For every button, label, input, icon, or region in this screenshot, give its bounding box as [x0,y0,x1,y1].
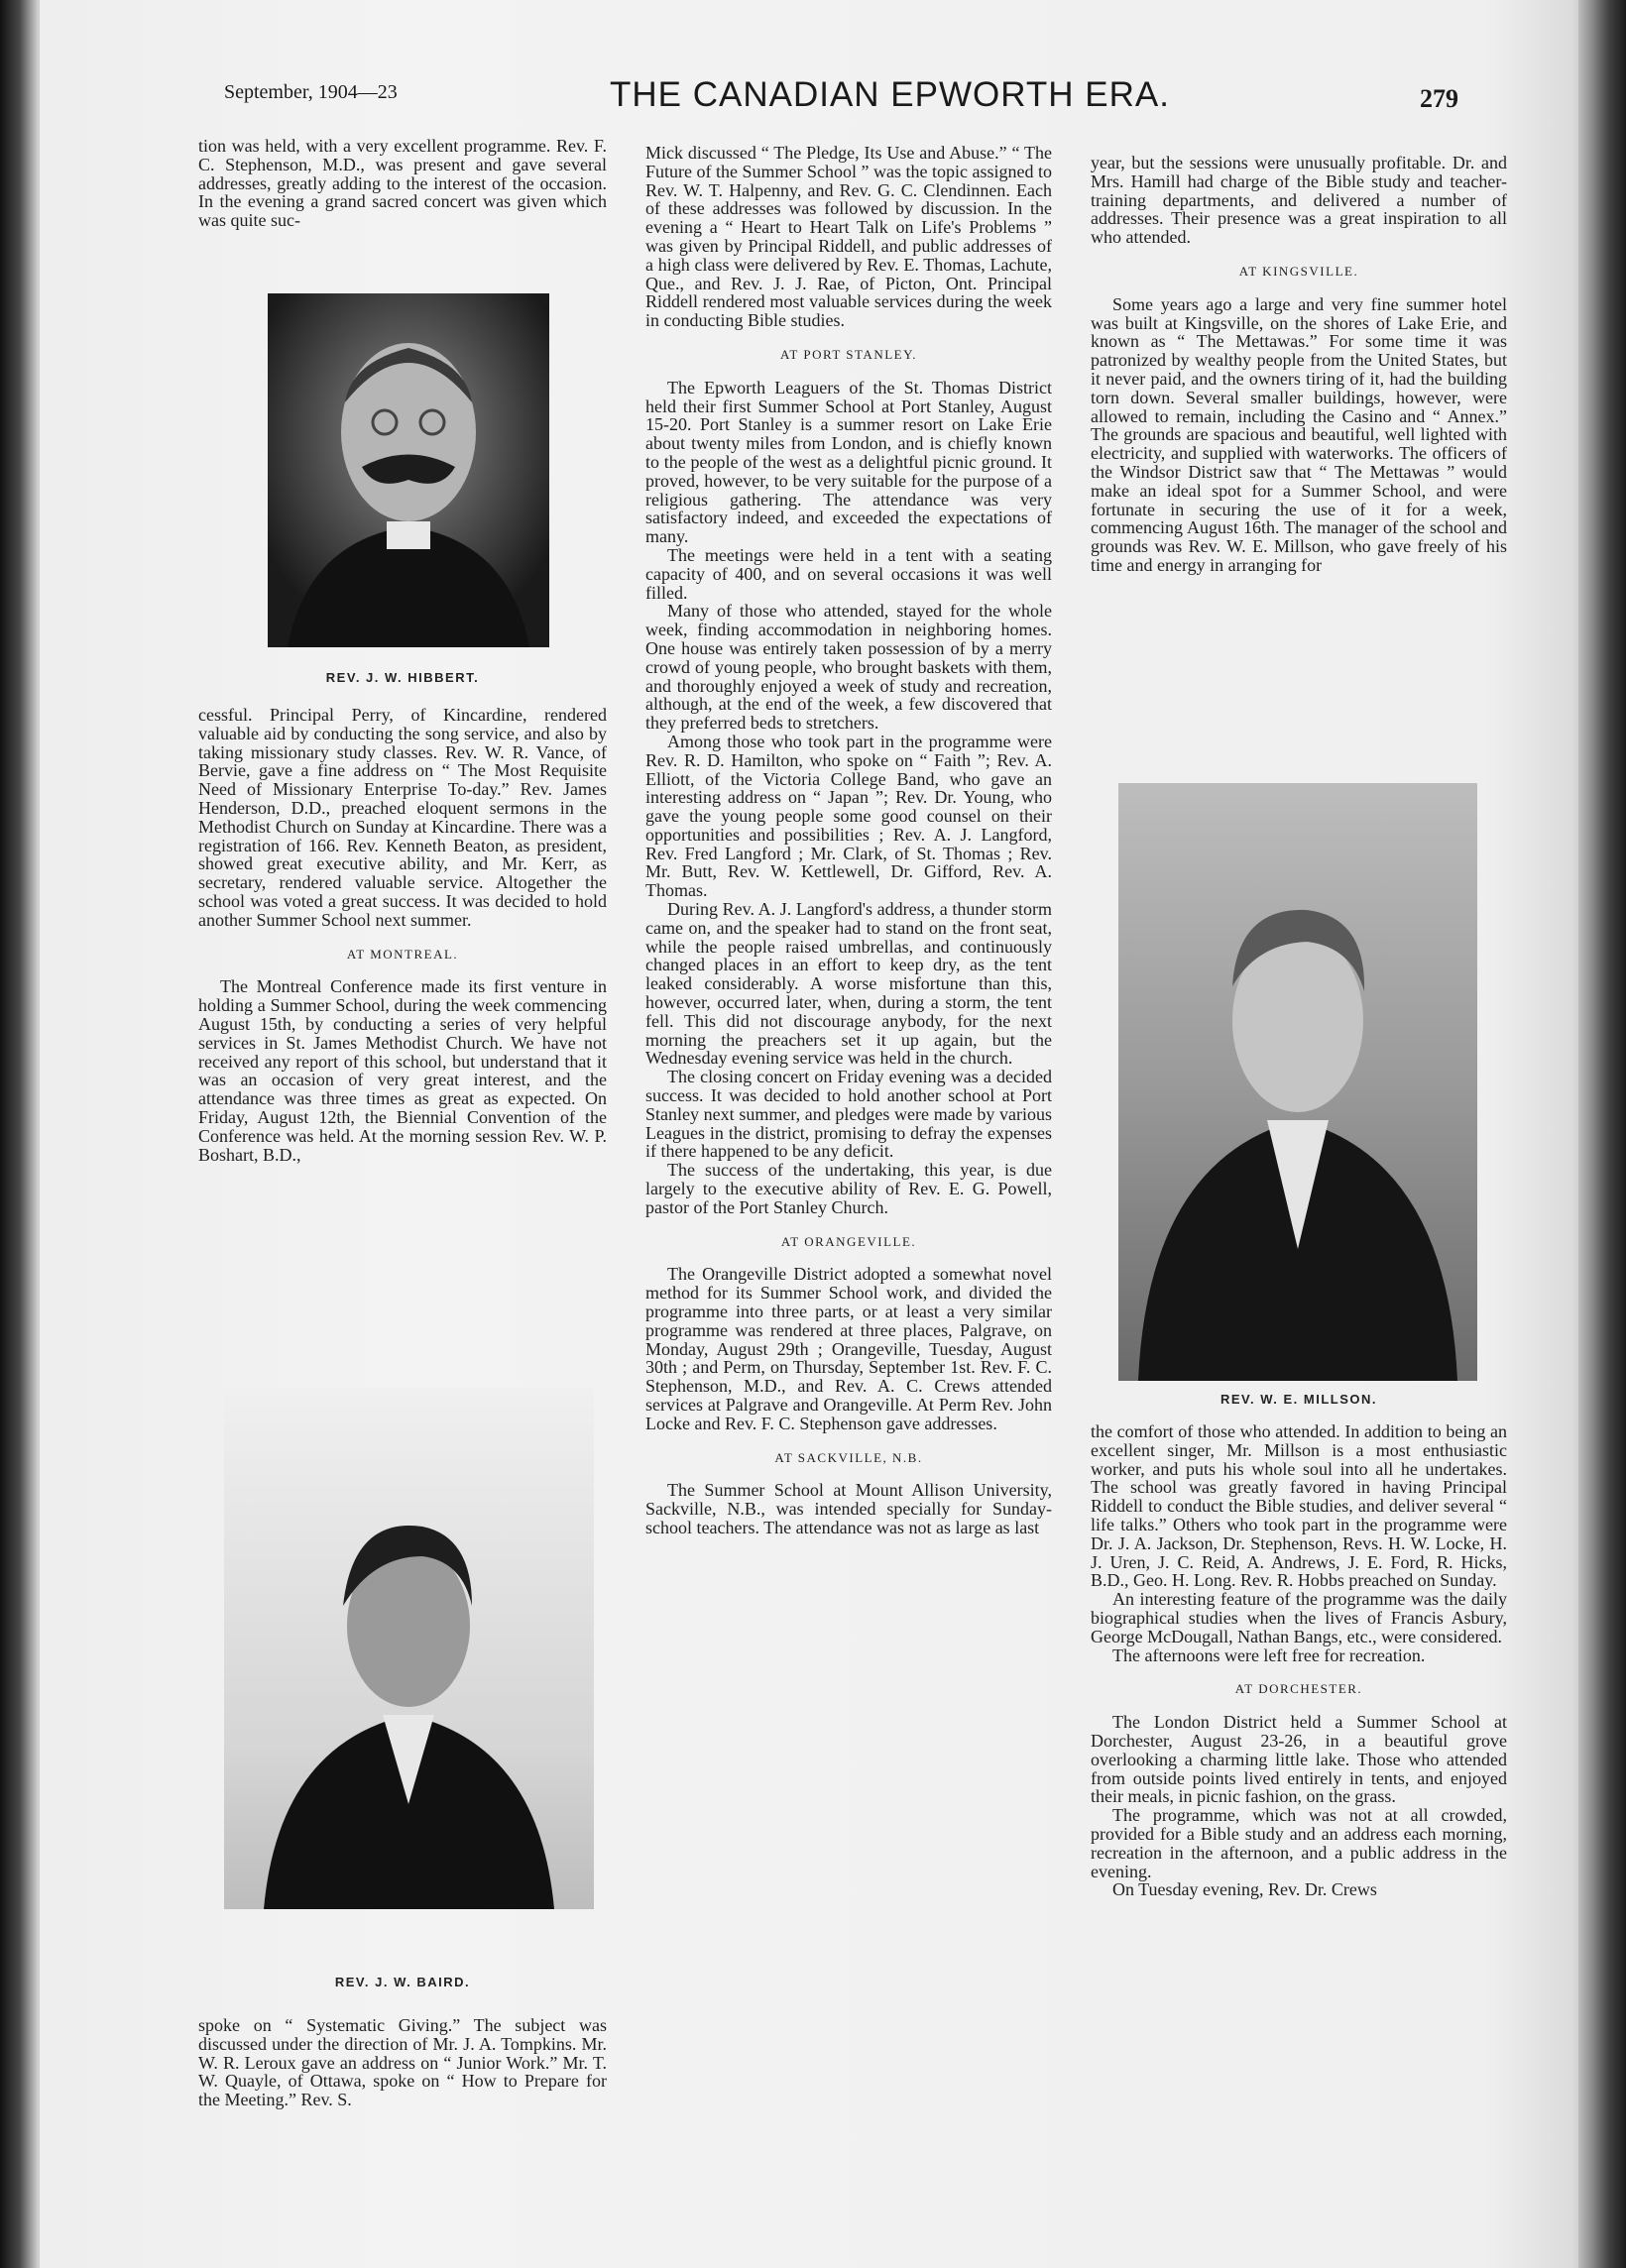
section-heading-sackville: AT SACKVILLE, N.B. [774,1449,923,1465]
portrait-millson-photo [1118,783,1477,1381]
paragraph: An interesting feature of the programme was the daily biographical studies when the lives of Francis Asbury, George McDougall, Nathan Bangs, etc., were considered. [1091,1589,1507,1646]
section-heading-port-stanley: AT PORT STANLEY. [779,346,918,362]
paragraph: The London District held a Summer School at Dorchester, August 23-26, in a beautiful grove overlooking a charming little lake. Those who attended from outside points lived entirely in tents, and enjoyed their meals, in picnic fashion, on the grass. [1091,1712,1507,1807]
portrait-millson-figure [1118,783,1477,1381]
paragraph: Mick discussed “ The Pledge, Its Use and Abuse.” “ The Future of the Summer School ” was the topic assigned to Rev. W. T. Halpenny, and Rev. G. C. Clendinnen. Each of these addresses was followed by discussion. In the evening a “ Heart to Heart Talk on Life's Problems ” was given by Principal Riddell, and public addresses of a high class were delivered by Rev. E. Thomas, Lachute, Que., and Rev. J. J. Rae, of Picton, Ont. Principal Riddell rendered most valuable services during the week in conducting Bible studies. [645,143,1052,331]
paragraph: spoke on “ Systematic Giving.” The subject was discussed under the direction of Mr. J. A. Tompkins. Mr. W. R. Leroux gave an address on “ Junior Work.” Mr. T. W. Quayle, of Ottawa, spoke on “ How to Prepare for the Meeting.” Rev. S. [198,2015,607,2110]
column-2 [645,144,1052,1537]
column-3 [1091,154,1507,575]
paragraph: The Orangeville District adopted a somewhat novel method for its Summer School work, and divided the programme into three parts, or at least a very similar programme was rendered at three places, Palgrave, on Monday, August 29th ; Orangeville, Tuesday, August 30th ; and Perm, on Thursday, September 1st. Rev. F. C. Stephenson, M.D., and Rev. A. C. Crews attended services at Palgrave and Orangeville. At Perm Rev. John Locke and Rev. F. C. Stephenson gave addresses. [645,1264,1052,1433]
paragraph: During Rev. A. J. Langford's address, a thunder storm came on, and the speaker had to stand on the front seat, while the people raised umbrellas, and continuously changed places in an effort to keep dry, as the tent leaked considerably. A worse misfortune than this, however, occurred later, when, during a storm, the tent fell. This did not discourage anybody, for the next morning the preachers set it up again, but the Wednesday evening service was held in the church. [645,899,1052,1069]
caption-hibbert: REV. J. W. HIBBERT. [325,670,480,685]
paragraph: tion was held, with a very excellent programme. Rev. F. C. Stephenson, M.D., was present and gave several addresses, greatly adding to the interest of the occasion. In the evening a grand sacred concert was given which was quite suc- [198,136,607,231]
paragraph: The success of the undertaking, this year, is due largely to the executive ability of Rev. E. G. Powell, pastor of the Port Stanley Church. [645,1160,1052,1217]
paragraph: year, but the sessions were unusually profitable. Dr. and Mrs. Hamill had charge of the Bible study and teacher-training departments, and delivered a number of addresses. Their presence was a great inspiration to all who attended. [1091,153,1507,248]
portrait-baird-figure [224,1388,594,1909]
paragraph: cessful. Principal Perry, of Kincardine, rendered valuable aid by conducting the song service, and also by taking missionary study classes. Rev. W. R. Vance, of Bervie, gave a fine address on “ The Most Requisite Need of Missionary Enterprise To-day.” Rev. James Henderson, D.D., preached eloquent sermons in the Methodist Church on Sunday at Kincardine. There was a registration of 166. Rev. Kenneth Beaton, as president, showed great executive ability, and Mr. Kerr, as secretary, rendered valuable service. Altogether the school was voted a great success. It was decided to hold another Summer School next summer. [198,705,607,930]
column-3-continued [1091,1422,1507,1899]
section-heading-dorchester: AT DORCHESTER. [1234,1681,1363,1697]
caption-baird: REV. J. W. BAIRD. [334,1975,471,1989]
portrait-baird-photo [224,1388,594,1909]
book-binding-edge [1578,0,1626,2268]
paragraph: Among those who took part in the programme were Rev. R. D. Hamilton, who spoke on “ Faith ”; Rev. A. Elliott, of the Victoria College Band, who gave an interesting address on “ Japan ”; Rev. Dr. Young, who gave the young people some good counsel on their opportunities and possibilities ; Rev. A. J. Langford, Rev. Fred Langford ; Mr. Clark, of St. Thomas ; Rev. Mr. Butt, Rev. W. Kettlewell, Dr. Gifford, Rev. A. Thomas. [645,731,1052,901]
section-heading-kingsville: AT KINGSVILLE. [1238,263,1359,279]
portrait-hibbert-figure [268,293,549,647]
paragraph: Some years ago a large and very fine summer hotel was built at Kingsville, on the shores of Lake Erie, and known as “ The Mettawas.” For some time it was patronized by wealthy people from the United States, but it never paid, and the owners tiring of it, had the building torn down. Several smaller buildings, however, were allowed to remain, including the Casino and “ Annex.” The grounds are spacious and beautiful, well lighted with electricity, and supplied with waterworks. The officers of the Windsor District saw that “ The Mettawas ” would make an ideal spot for a Summer School, and were fortunate in securing the use of it for a week, commencing August 16th. The manager of the school and grounds was Rev. W. E. Millson, who gave freely of his time and energy in arranging for [1091,293,1507,575]
issue-date: September, 1904—23 [224,81,398,103]
page-number: 279 [1420,84,1458,113]
column-1 [198,137,607,285]
caption-millson: REV. W. E. MILLSON. [1220,1392,1378,1407]
column-1-bottom [198,2016,607,2109]
paragraph: the comfort of those who attended. In addition to being an excellent singer, Mr. Millson is a most enthusiastic worker, and puts his whole soul into all he undertakes. The school was greatly favored in having Principal Riddell to conduct the Bible studies, and deliver several “ life talks.” Others who took part in the programme were Dr. J. A. Jackson, Dr. Stephenson, Revs. H. W. Locke, H. J. Uren, J. C. Reid, A. Andrews, J. E. Ford, R. Hicks, B.D., Geo. H. Long. Rev. R. Hobbs preached on Sunday. [1091,1421,1507,1591]
paragraph: The Montreal Conference made its first venture in holding a Summer School, during the week commencing August 15th, by conducting a series of very helpful services in St. James Methodist Church. We have not received any report of this school, but understand that it was an occasion of very great interest, and the attendance was three times as great as expected. On Friday, August 12th, the Biennial Convention of the Conference was held. At the morning session Rev. W. P. Boshart, B.D., [198,976,607,1165]
facing-page-edge [0,0,40,2268]
masthead-title: THE CANADIAN EPWORTH ERA. [610,75,1170,114]
section-heading-montreal: AT MONTREAL. [346,946,459,962]
paragraph: The afternoons were left free for recreation. [1112,1644,1426,1665]
paragraph: The meetings were held in a tent with a seating capacity of 400, and on several occasions it was well filled. [645,544,1052,603]
paragraph: The Epworth Leaguers of the St. Thomas District held their first Summer School at Port Stanley, August 15-20. Port Stanley is a summer resort on Lake Erie about twenty miles from London, and is chiefly known to the people of the west as a delightful picnic ground. It proved, however, to be very suitable for the purpose of a religious gathering. The attendance was very satisfactory indeed, and exceeded the expectations of many. [645,377,1052,547]
paragraph: The closing concert on Friday evening was a decided success. It was decided to hold another school at Port Stanley next summer, and pledges were made by various Leagues in the district, promising to defray the expenses if there happened to be any deficit. [645,1067,1052,1162]
column-1-continued [198,706,607,1164]
section-heading-orangeville: AT ORANGEVILLE. [780,1233,917,1249]
paragraph: On Tuesday evening, Rev. Dr. Crews [1112,1879,1377,1900]
portrait-hibbert-photo [268,293,549,647]
paragraph: The Summer School at Mount Allison University, Sackville, N.B., was intended specially for Sunday-school teachers. The attendance was not as large as last [645,1480,1052,1537]
paragraph: Many of those who attended, stayed for the whole week, finding accommodation in neighboring homes. One house was entirely taken possession of by a merry crowd of young people, who brought baskets with them, and thoroughly enjoyed a week of study and recreation, although, at the end of the week, a few discovered that they preferred beds to stretchers. [645,601,1052,734]
paragraph: The programme, which was not at all crowded, provided for a Bible study and an address each morning, recreation in the afternoon, and a public address in the evening. [1091,1805,1507,1881]
